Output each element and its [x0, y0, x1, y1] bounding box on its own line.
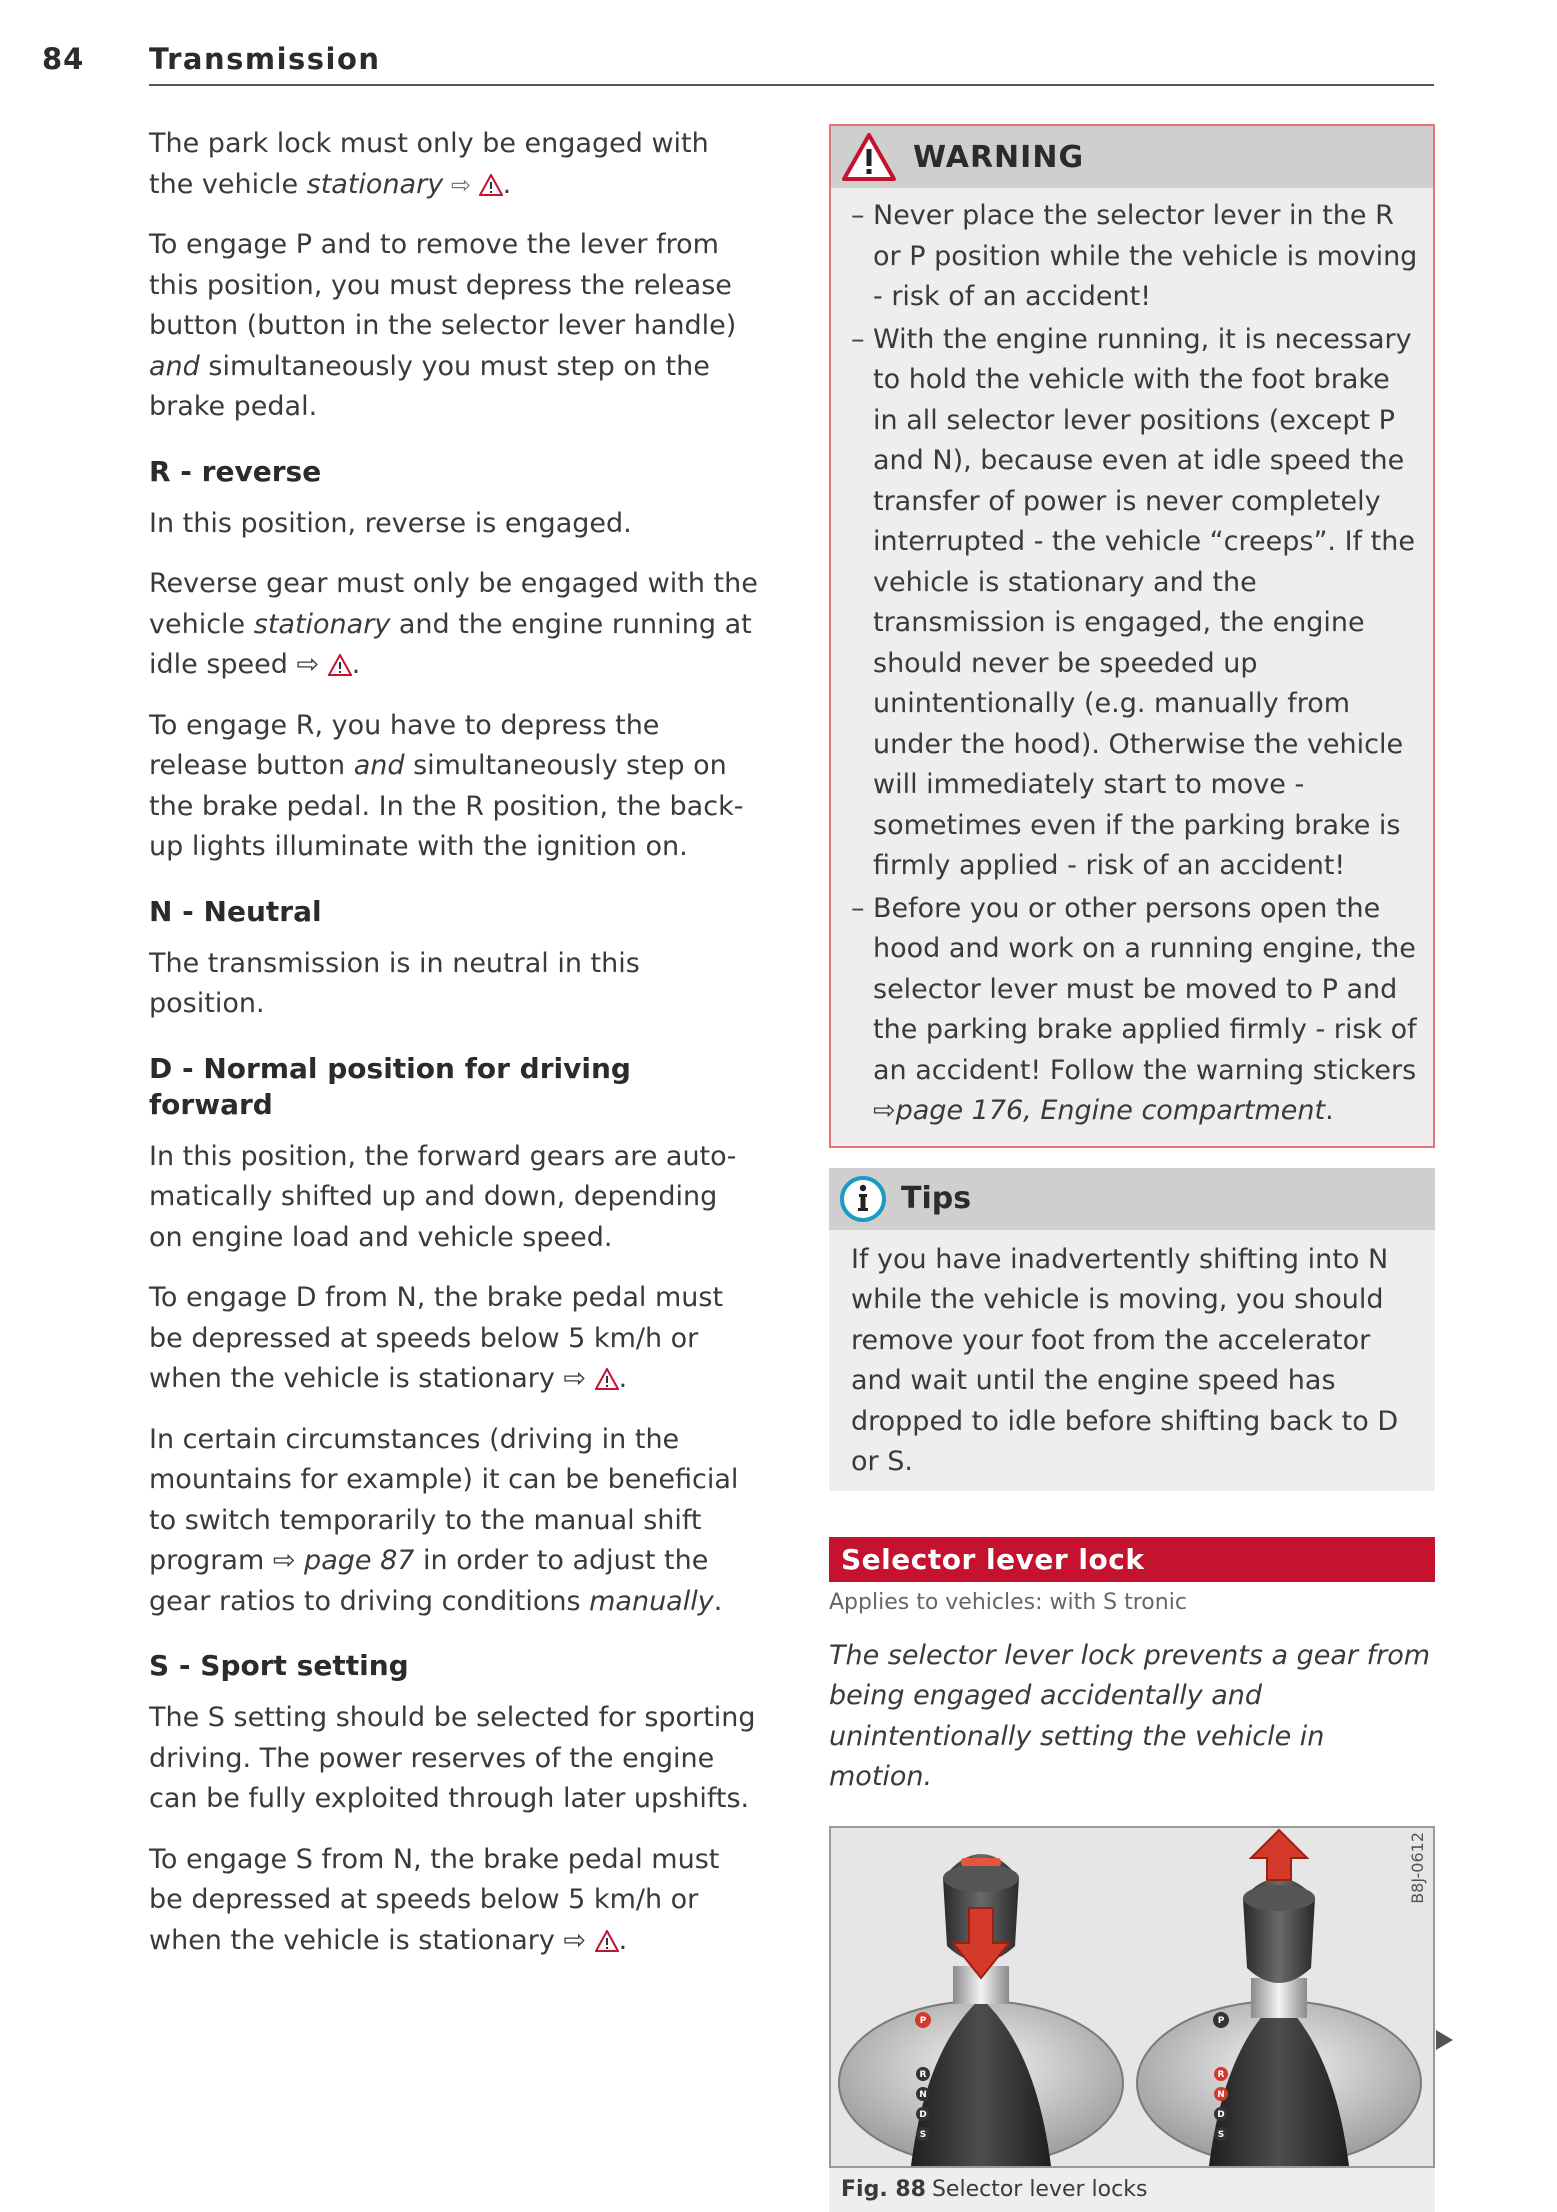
heading-sport: S - Sport setting	[149, 1649, 409, 1682]
header-rule	[149, 84, 1434, 86]
figure-code: B8J-0612	[1408, 1831, 1427, 1904]
warning-item: – Before you or other persons open the hood and work on a running engine, the selector lever must be moved to P and the parking brake applied firmly - risk of an accident! Follow the warning stickers ⇨page 176, Engine compartment.	[851, 889, 1419, 1132]
gear-label: N	[1217, 2089, 1225, 2100]
figure-number: Fig. 88	[841, 2176, 926, 2202]
info-icon	[839, 1175, 887, 1223]
paragraph-neutral: The transmission is in neutral in this position.	[149, 947, 640, 1019]
left-column	[149, 124, 759, 1981]
warning-icon	[595, 1368, 619, 1390]
tips-text: If you have inadvertently shifting into N while the vehicle is moving, you should remove your foot from the accelerator and wait until the engine speed has dropped to idle before shifting back to D or S.	[851, 1243, 1399, 1477]
gear-label: R	[919, 2069, 927, 2080]
right-column	[829, 124, 1435, 2212]
tips-label: Tips	[901, 1181, 972, 1216]
paragraph-reverse-stationary: Reverse gear must only be engaged with the vehicle stationary and the engine running at idle speed ⇨ .	[149, 568, 758, 680]
paragraph-engage-s: To engage S from N, the brake pedal must be depressed at speeds below 5 km/h or when the vehicle is stationary ⇨ .	[149, 1843, 720, 1956]
figure-selector-lever-locks	[829, 1826, 1435, 2168]
running-title: Transmission	[149, 42, 381, 76]
warning-item: – Never place the selector lever in the R or P position while the vehicle is moving - risk of an accident!	[851, 196, 1419, 318]
right-lever	[1137, 1830, 1421, 2166]
paragraph-drive: In this position, the forward gears are automatically shifted up and down, depending on engine load and vehicle speed.	[149, 1140, 737, 1253]
gear-label: S	[1217, 2129, 1225, 2140]
warning-label: WARNING	[913, 139, 1085, 175]
page-number: 84	[42, 42, 85, 76]
page-176-link[interactable]: ⇨page 176, Engine compartment	[873, 1095, 1326, 1126]
continue-arrow-icon	[1436, 2030, 1453, 2050]
selector-levers-illustration	[831, 1828, 1433, 2166]
warning-icon	[479, 174, 503, 196]
heading-reverse: R - reverse	[149, 454, 322, 488]
figure-caption	[829, 2168, 1435, 2212]
tips-header	[829, 1168, 1435, 1230]
warning-item: – With the engine running, it is necessary to hold the vehicle with the foot brake in all selector lever positions (except P and N), because even at idle speed the transfer of power is never completely interrupted - the vehicle “creeps”. If the vehicle is stationary and the transmission is engaged, the engine should never be speeded up unintentionally (e.g. manually from under the hood). Otherwise the vehicle will immediately start to move - sometimes even if the parking brake is firmly applied - risk of an accident!	[851, 320, 1419, 887]
applies-to: Applies to vehicles: with S tronic	[829, 1589, 1187, 1615]
warning-header	[831, 126, 1433, 188]
gear-label: D	[1217, 2109, 1225, 2120]
tips-box	[829, 1168, 1435, 1491]
paragraph-sport: The S setting should be selected for sporting driving. The power reserves of the engine can be fully exploited through later upshifts.	[149, 1702, 756, 1814]
warning-icon	[595, 1930, 619, 1952]
gear-label: P	[1217, 2015, 1225, 2026]
paragraph-engage-p: To engage P and to remove the lever from this position, you must depress the release button (button in the selector lever handle) and simultaneously you must step on the brake pedal.	[149, 229, 737, 422]
gear-label: N	[919, 2089, 927, 2100]
gear-label: D	[919, 2109, 927, 2120]
warning-list	[831, 188, 1433, 1146]
gear-label: P	[919, 2015, 927, 2026]
gear-label: S	[919, 2129, 927, 2140]
section-title-selector-lever-lock: Selector lever lock	[829, 1537, 1435, 1582]
section-intro: The selector lever lock prevents a gear from being engaged accidentally and unintentionally setting the vehicle in motion.	[829, 1639, 1431, 1792]
warning-triangle-icon	[841, 132, 897, 182]
paragraph-engage-d: To engage D from N, the brake pedal must be depressed at speeds below 5 km/h or when the vehicle is stationary ⇨ .	[149, 1282, 724, 1394]
warning-box	[829, 124, 1435, 1148]
heading-neutral: N - Neutral	[149, 894, 322, 928]
paragraph-manual-program: In certain circumstances (driving in the mountains for example) it can be beneficial to switch temporarily to the manual shift program ⇨ page 87 in order to adjust the gear ratios to driving conditions manually.	[149, 1423, 739, 1617]
warning-icon	[328, 654, 352, 676]
heading-drive: D - Normal position for driving forward	[149, 1051, 631, 1121]
paragraph-engage-r: To engage R, you have to depress the release button and simultaneously step on the brake pedal. In the R position, the back-up lights illuminate with the ignition on.	[149, 709, 744, 862]
left-lever	[839, 1854, 1123, 2166]
figure-caption-text: Selector lever locks	[931, 2176, 1148, 2202]
paragraph-park-lock: The park lock must only be engaged with the vehicle stationary ⇨ .	[149, 128, 709, 200]
gear-label: R	[1217, 2069, 1225, 2080]
paragraph-reverse-engaged: In this position, reverse is engaged.	[149, 507, 632, 539]
page-87-link[interactable]: ⇨ page 87	[272, 1545, 415, 1576]
